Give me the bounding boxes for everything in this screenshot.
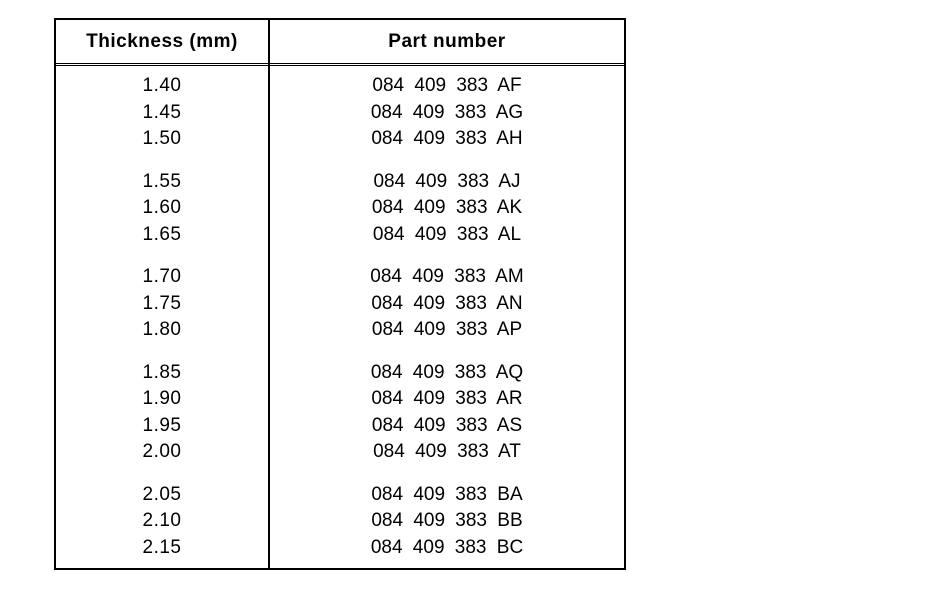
thickness-cell: 1.65 xyxy=(142,223,182,245)
part-number-cell: 084 409 383 AF xyxy=(372,75,522,96)
part-number-cell: 084 409 383 AT xyxy=(373,441,521,462)
table-row xyxy=(56,439,624,466)
thickness-cell: 1.90 xyxy=(142,388,182,409)
table-row xyxy=(56,482,624,509)
part-number-cell: 084 409 383 AJ xyxy=(373,170,521,192)
table-row xyxy=(56,264,624,291)
table-row xyxy=(56,291,624,318)
row-group xyxy=(56,360,624,466)
table-row xyxy=(56,100,624,127)
thickness-cell: 1.45 xyxy=(142,101,182,123)
part-number-cell: 084 409 383 AN xyxy=(371,292,523,314)
header-part-number: Part number xyxy=(388,31,506,52)
part-number-cell: 084 409 383 BA xyxy=(371,483,523,505)
row-group xyxy=(56,264,624,344)
part-number-cell: 084 409 383 AP xyxy=(371,319,523,340)
thickness-cell: 1.55 xyxy=(142,170,182,192)
thickness-cell: 1.70 xyxy=(142,266,182,287)
thickness-cell: 2.00 xyxy=(142,441,182,462)
thickness-cell: 1.85 xyxy=(142,361,182,383)
part-number-cell: 084 409 383 AQ xyxy=(370,361,524,383)
part-number-cell: 084 409 383 AL xyxy=(372,223,522,245)
table-row xyxy=(56,169,624,196)
thickness-cell: 2.10 xyxy=(142,510,182,531)
table-row xyxy=(56,386,624,413)
part-number-cell: 084 409 383 AM xyxy=(370,266,524,287)
thickness-cell: 2.15 xyxy=(142,536,182,558)
thickness-cell: 2.05 xyxy=(142,483,182,505)
table-row xyxy=(56,126,624,153)
thickness-cell: 1.60 xyxy=(142,197,182,218)
thickness-cell: 1.50 xyxy=(142,128,182,149)
part-number-cell: 084 409 383 AS xyxy=(371,414,523,436)
thickness-cell: 1.40 xyxy=(142,75,182,96)
table-row xyxy=(56,73,624,100)
table-header xyxy=(56,20,624,66)
table-row xyxy=(56,195,624,222)
row-group xyxy=(56,73,624,153)
table-row xyxy=(56,413,624,440)
row-group xyxy=(56,169,624,249)
thickness-cell: 1.95 xyxy=(142,414,182,436)
table-body xyxy=(56,70,624,561)
table-row xyxy=(56,360,624,387)
part-number-cell: 084 409 383 AR xyxy=(371,388,523,409)
row-group xyxy=(56,482,624,562)
header-thickness: Thickness (mm) xyxy=(86,31,238,52)
table-row xyxy=(56,535,624,562)
part-number-cell: 084 409 383 BC xyxy=(370,536,524,558)
part-number-cell: 084 409 383 AK xyxy=(371,197,523,218)
part-number-cell: 084 409 383 AG xyxy=(370,101,524,123)
part-number-cell: 084 409 383 BB xyxy=(371,510,523,531)
parts-table xyxy=(54,18,626,570)
thickness-cell: 1.75 xyxy=(142,292,182,314)
table-row xyxy=(56,508,624,535)
table-row xyxy=(56,317,624,344)
part-number-cell: 084 409 383 AH xyxy=(371,128,523,149)
thickness-cell: 1.80 xyxy=(142,319,182,340)
table-row xyxy=(56,222,624,249)
